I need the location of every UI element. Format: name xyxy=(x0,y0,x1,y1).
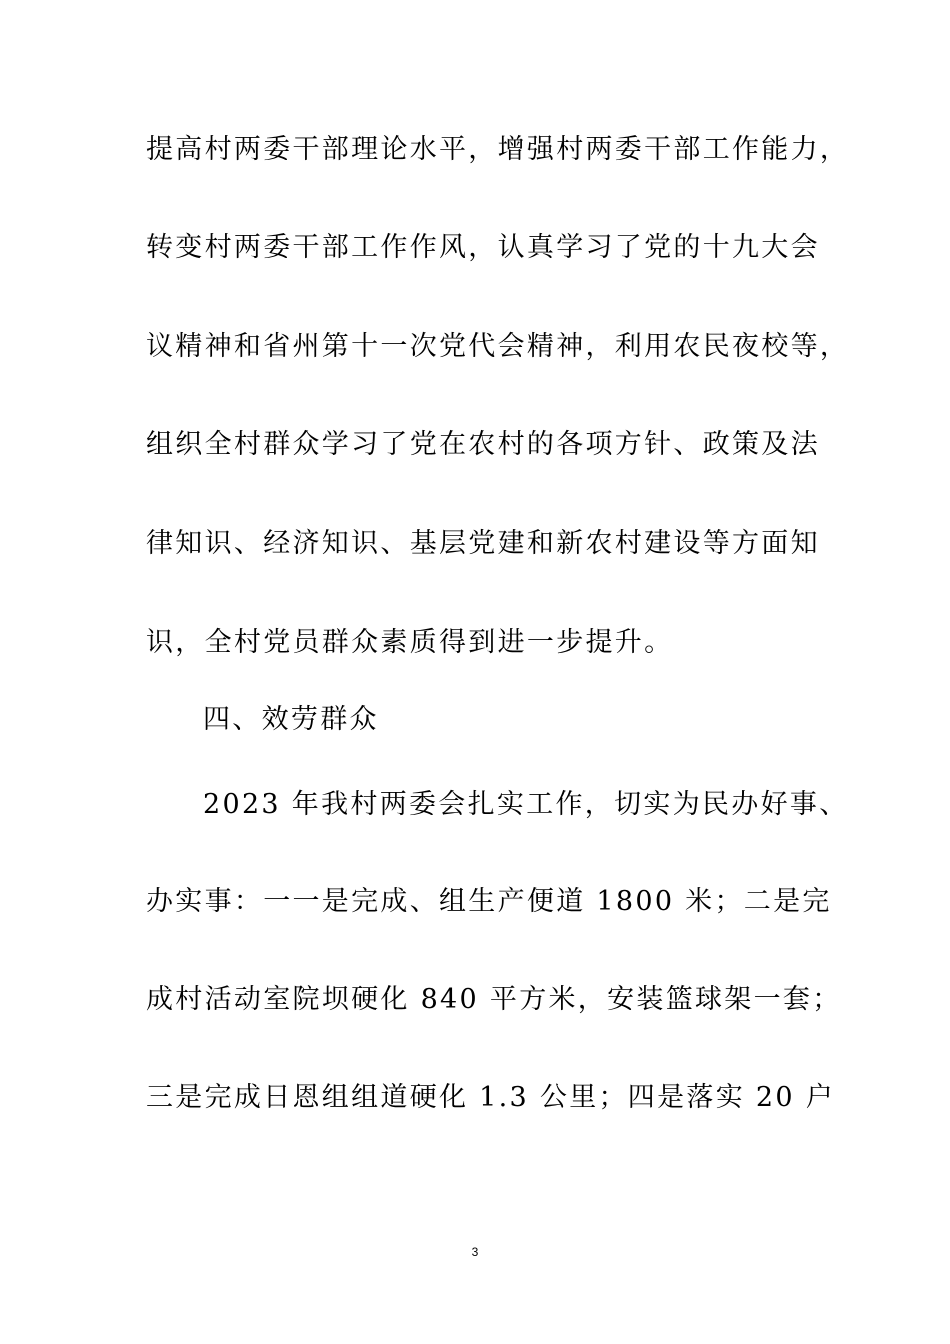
body-text-line: 转变村两委干部工作作风，认真学习了党的十九大会 xyxy=(146,232,820,263)
paragraph-first-line: 2023 年我村两委会扎实工作，切实为民办好事、 xyxy=(203,789,849,820)
body-text-line: 办实事：一一是完成、组生产便道 1800 米；二是完 xyxy=(146,886,832,917)
body-text-line: 组织全村群众学习了党在农村的各项方针、政策及法 xyxy=(146,429,820,460)
body-text-line: 议精神和省州第十一次党代会精神，利用农民夜校等， xyxy=(146,331,850,362)
page-number: 3 xyxy=(471,1245,479,1259)
section-heading: 四、效劳群众 xyxy=(203,704,379,735)
body-text-line: 提高村两委干部理论水平，增强村两委干部工作能力， xyxy=(146,134,850,165)
body-text-line: 三是完成日恩组组道硬化 1.3 公里；四是落实 20 户 xyxy=(146,1082,836,1113)
body-text-line: 律知识、经济知识、基层党建和新农村建设等方面知 xyxy=(146,528,820,559)
body-text-line: 识，全村党员群众素质得到进一步提升。 xyxy=(146,627,674,658)
body-text-line: 成村活动室院坝硬化 840 平方米，安装篮球架一套； xyxy=(146,984,842,1015)
